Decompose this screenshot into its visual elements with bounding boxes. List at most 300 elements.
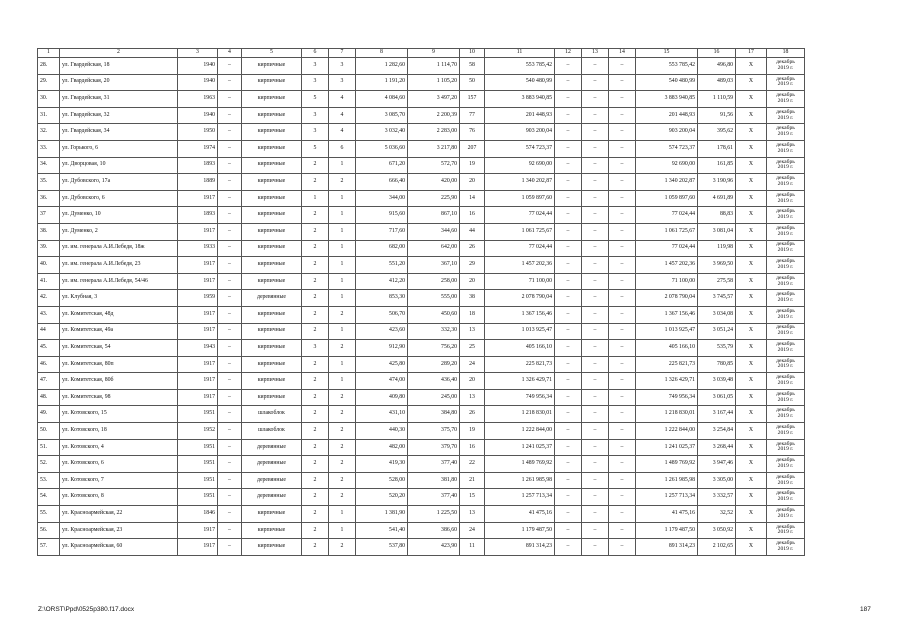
- table-cell: 19: [460, 157, 485, 174]
- table-cell: 49.: [38, 406, 60, 423]
- table-cell: 6: [329, 140, 356, 157]
- table-cell: ул. Котовского, 4: [60, 439, 178, 456]
- table-row: [38, 539, 805, 556]
- table-cell: 88,83: [698, 207, 736, 224]
- table-cell: 2: [302, 439, 329, 456]
- table-cell: 1 013 925,47: [485, 323, 555, 340]
- table-cell: –: [609, 290, 636, 307]
- date-year: 2019 г.: [777, 197, 794, 204]
- date-cell: [767, 539, 805, 556]
- table-cell: 1 241 025,37: [485, 439, 555, 456]
- table-cell: –: [609, 58, 636, 75]
- table-cell: 749 956,34: [636, 389, 698, 406]
- table-cell: кирпичные: [242, 340, 302, 357]
- table-cell: 1 261 985,98: [485, 472, 555, 489]
- table-cell: 53.: [38, 472, 60, 489]
- table-cell: –: [555, 290, 582, 307]
- table-cell: 43.: [38, 306, 60, 323]
- table-cell: 1 218 830,01: [485, 406, 555, 423]
- table-cell: 1 489 769,92: [636, 456, 698, 473]
- table-cell: 1 059 897,60: [636, 190, 698, 207]
- date-year: 2019 г.: [777, 313, 794, 320]
- table-cell: 344,60: [408, 223, 460, 240]
- table-cell: 756,20: [408, 340, 460, 357]
- table-cell: 1 222 844,00: [485, 423, 555, 440]
- table-cell: 1 110,59: [698, 91, 736, 108]
- table-cell: 3 167,44: [698, 406, 736, 423]
- date-year: 2019 г.: [777, 380, 794, 387]
- table-cell: 450,60: [408, 306, 460, 323]
- table-cell: 537,80: [356, 539, 408, 556]
- table-cell: 3: [302, 340, 329, 357]
- table-cell: 377,40: [408, 456, 460, 473]
- table-cell: X: [736, 423, 767, 440]
- table-cell: 3 051,24: [698, 323, 736, 340]
- table-cell: –: [555, 389, 582, 406]
- table-cell: –: [582, 74, 609, 91]
- table-cell: 409,80: [356, 389, 408, 406]
- table-cell: 37: [38, 207, 60, 224]
- table-cell: 1 457 202,36: [636, 257, 698, 274]
- table-cell: кирпичные: [242, 91, 302, 108]
- table-cell: 367,10: [408, 257, 460, 274]
- table-cell: 30.: [38, 91, 60, 108]
- table-cell: 379,70: [408, 439, 460, 456]
- table-cell: кирпичные: [242, 240, 302, 257]
- table-cell: –: [218, 91, 242, 108]
- table-cell: 1: [329, 223, 356, 240]
- date-month: декабрь: [776, 307, 795, 314]
- table-cell: 3 034,08: [698, 306, 736, 323]
- date-year: 2019 г.: [777, 263, 794, 270]
- table-cell: 1: [329, 257, 356, 274]
- date-year: 2019 г.: [777, 180, 794, 187]
- table-cell: –: [218, 140, 242, 157]
- table-row: [38, 240, 805, 257]
- table-cell: кирпичные: [242, 157, 302, 174]
- date-cell: [767, 190, 805, 207]
- date-month: декабрь: [776, 274, 795, 281]
- table-cell: –: [582, 522, 609, 539]
- table-row: [38, 406, 805, 423]
- table-cell: 853,30: [356, 290, 408, 307]
- table-cell: ул. Гвардейская, 31: [60, 91, 178, 108]
- table-cell: ул. Красноармейская, 23: [60, 522, 178, 539]
- table-cell: 3 883 940,85: [636, 91, 698, 108]
- date-cell: [767, 58, 805, 75]
- table-cell: X: [736, 174, 767, 191]
- table-cell: 46.: [38, 356, 60, 373]
- table-cell: 57.: [38, 539, 60, 556]
- table-cell: 1: [329, 506, 356, 523]
- date-month: декабрь: [776, 258, 795, 265]
- table-cell: 1 367 156,46: [485, 306, 555, 323]
- column-header: 17: [736, 49, 767, 58]
- table-cell: 1 222 844,00: [636, 423, 698, 440]
- table-cell: –: [582, 406, 609, 423]
- table-cell: 245,00: [408, 389, 460, 406]
- table-cell: 92 690,00: [485, 157, 555, 174]
- table-cell: 1889: [178, 174, 218, 191]
- column-header: 15: [636, 49, 698, 58]
- table-cell: кирпичные: [242, 306, 302, 323]
- table-cell: 717,60: [356, 223, 408, 240]
- header-row: [38, 49, 805, 58]
- table-cell: деревянные: [242, 439, 302, 456]
- table-cell: ул. Красноармейская, 22: [60, 506, 178, 523]
- table-cell: –: [609, 107, 636, 124]
- table-cell: 867,10: [408, 207, 460, 224]
- table-cell: 15: [460, 489, 485, 506]
- table-cell: 1 489 769,92: [485, 456, 555, 473]
- table-cell: ул. Гвардейская, 32: [60, 107, 178, 124]
- table-cell: 1 013 925,47: [636, 323, 698, 340]
- table-cell: 574 723,37: [636, 140, 698, 157]
- table-cell: 55.: [38, 506, 60, 523]
- table-cell: –: [218, 456, 242, 473]
- table-cell: 16: [460, 439, 485, 456]
- table-cell: 375,70: [408, 423, 460, 440]
- table-cell: –: [218, 472, 242, 489]
- table-cell: деревянные: [242, 456, 302, 473]
- table-cell: 2: [329, 456, 356, 473]
- table-cell: –: [218, 506, 242, 523]
- date-cell: [767, 356, 805, 373]
- date-month: декабрь: [776, 175, 795, 182]
- table-cell: 377,40: [408, 489, 460, 506]
- table-cell: 3 085,70: [356, 107, 408, 124]
- table-cell: 25: [460, 340, 485, 357]
- date-month: декабрь: [776, 108, 795, 115]
- date-month: декабрь: [776, 75, 795, 82]
- table-cell: кирпичные: [242, 389, 302, 406]
- table-cell: –: [555, 207, 582, 224]
- table-cell: –: [582, 456, 609, 473]
- table-cell: –: [609, 124, 636, 141]
- table-cell: –: [609, 190, 636, 207]
- table-cell: 3 039,48: [698, 373, 736, 390]
- table-cell: 540 480,99: [636, 74, 698, 91]
- table-cell: –: [582, 91, 609, 108]
- table-cell: 540 480,99: [485, 74, 555, 91]
- date-month: декабрь: [776, 490, 795, 497]
- table-cell: 1 105,20: [408, 74, 460, 91]
- table-cell: 1 191,20: [356, 74, 408, 91]
- table-cell: 2: [302, 240, 329, 257]
- column-header: 14: [609, 49, 636, 58]
- table-cell: 225,90: [408, 190, 460, 207]
- table-cell: X: [736, 240, 767, 257]
- table-row: [38, 306, 805, 323]
- table-cell: –: [582, 323, 609, 340]
- table-cell: –: [609, 522, 636, 539]
- table-cell: 71 100,00: [636, 273, 698, 290]
- table-cell: –: [218, 74, 242, 91]
- table-cell: ул. Клубная, 3: [60, 290, 178, 307]
- table-cell: 3 268,44: [698, 439, 736, 456]
- date-cell: [767, 273, 805, 290]
- table-cell: –: [218, 539, 242, 556]
- table-cell: 1 241 025,37: [636, 439, 698, 456]
- table-cell: 18: [460, 306, 485, 323]
- table-cell: кирпичные: [242, 207, 302, 224]
- table-cell: –: [218, 207, 242, 224]
- table-cell: ул. им. генерала А.И.Лебедя, 23: [60, 257, 178, 274]
- table-cell: кирпичные: [242, 257, 302, 274]
- table-cell: 34.: [38, 157, 60, 174]
- date-cell: [767, 340, 805, 357]
- footer-page-number: 187: [860, 606, 871, 613]
- date-cell: [767, 140, 805, 157]
- table-cell: 3: [302, 58, 329, 75]
- table-cell: 1917: [178, 273, 218, 290]
- table-cell: –: [582, 356, 609, 373]
- table-cell: –: [609, 439, 636, 456]
- date-year: 2019 г.: [777, 131, 794, 138]
- table-cell: X: [736, 389, 767, 406]
- table-cell: 20: [460, 174, 485, 191]
- table-cell: 38.: [38, 223, 60, 240]
- table-cell: –: [609, 157, 636, 174]
- table-cell: X: [736, 257, 767, 274]
- date-cell: [767, 240, 805, 257]
- table-cell: 2: [329, 174, 356, 191]
- table-cell: 780,85: [698, 356, 736, 373]
- date-cell: [767, 439, 805, 456]
- table-cell: 1: [302, 190, 329, 207]
- document-sheet: [37, 48, 805, 556]
- table-cell: 386,60: [408, 522, 460, 539]
- table-cell: 3: [302, 74, 329, 91]
- table-cell: X: [736, 340, 767, 357]
- date-year: 2019 г.: [777, 330, 794, 337]
- table-cell: 13: [460, 323, 485, 340]
- table-cell: кирпичные: [242, 58, 302, 75]
- table-cell: 1917: [178, 223, 218, 240]
- date-month: декабрь: [776, 390, 795, 397]
- table-cell: кирпичные: [242, 107, 302, 124]
- table-cell: 225 821,73: [636, 356, 698, 373]
- date-cell: [767, 107, 805, 124]
- table-cell: 1: [329, 240, 356, 257]
- table-cell: –: [582, 539, 609, 556]
- data-table: [37, 48, 805, 556]
- date-year: 2019 г.: [777, 529, 794, 536]
- table-cell: 3 497,20: [408, 91, 460, 108]
- table-cell: 77: [460, 107, 485, 124]
- table-cell: –: [555, 539, 582, 556]
- table-cell: 3 883 940,85: [485, 91, 555, 108]
- table-cell: кирпичные: [242, 174, 302, 191]
- table-cell: 1917: [178, 356, 218, 373]
- table-cell: 1933: [178, 240, 218, 257]
- table-row: [38, 356, 805, 373]
- table-cell: ул. им. генерала А.И.Лебедя, 54/46: [60, 273, 178, 290]
- date-cell: [767, 290, 805, 307]
- table-cell: ул. Горького, 6: [60, 140, 178, 157]
- table-cell: 5 036,60: [356, 140, 408, 157]
- table-cell: 528,00: [356, 472, 408, 489]
- table-cell: 682,00: [356, 240, 408, 257]
- table-cell: –: [582, 190, 609, 207]
- table-cell: –: [218, 306, 242, 323]
- table-cell: 1917: [178, 190, 218, 207]
- table-cell: 1: [329, 273, 356, 290]
- table-cell: кирпичные: [242, 506, 302, 523]
- table-cell: 3: [329, 58, 356, 75]
- date-month: декабрь: [776, 324, 795, 331]
- table-cell: ул. Котовского, 8: [60, 489, 178, 506]
- table-cell: 32,52: [698, 506, 736, 523]
- table-cell: 48.: [38, 389, 60, 406]
- table-cell: –: [555, 406, 582, 423]
- table-cell: 482,00: [356, 439, 408, 456]
- table-cell: 1917: [178, 539, 218, 556]
- table-cell: –: [218, 406, 242, 423]
- table-cell: 574 723,37: [485, 140, 555, 157]
- table-cell: ул. Дворцовая, 10: [60, 157, 178, 174]
- date-month: декабрь: [776, 92, 795, 99]
- table-cell: 2: [302, 472, 329, 489]
- table-cell: 77 024,44: [636, 240, 698, 257]
- column-header: 3: [178, 49, 218, 58]
- table-cell: –: [555, 439, 582, 456]
- table-cell: 3: [302, 124, 329, 141]
- table-cell: 1: [329, 157, 356, 174]
- table-cell: 344,00: [356, 190, 408, 207]
- date-cell: [767, 373, 805, 390]
- table-row: [38, 190, 805, 207]
- table-cell: X: [736, 91, 767, 108]
- table-cell: –: [582, 373, 609, 390]
- table-cell: –: [582, 58, 609, 75]
- table-cell: 38: [460, 290, 485, 307]
- table-cell: –: [555, 506, 582, 523]
- table-cell: –: [218, 356, 242, 373]
- table-cell: 572,70: [408, 157, 460, 174]
- table-cell: 54.: [38, 489, 60, 506]
- table-cell: ул. Котовского, 7: [60, 472, 178, 489]
- table-cell: 1940: [178, 58, 218, 75]
- table-cell: 1: [329, 323, 356, 340]
- table-cell: 1917: [178, 306, 218, 323]
- table-cell: –: [582, 140, 609, 157]
- date-year: 2019 г.: [777, 413, 794, 420]
- table-cell: 29.: [38, 74, 60, 91]
- table-cell: 912,90: [356, 340, 408, 357]
- table-cell: 157: [460, 91, 485, 108]
- table-cell: 42.: [38, 290, 60, 307]
- table-cell: –: [609, 306, 636, 323]
- table-row: [38, 389, 805, 406]
- table-cell: 4: [329, 107, 356, 124]
- date-month: декабрь: [776, 424, 795, 430]
- table-cell: 2: [302, 506, 329, 523]
- table-cell: 201 448,93: [636, 107, 698, 124]
- table-cell: –: [609, 373, 636, 390]
- column-header: 2: [60, 49, 178, 58]
- table-cell: –: [555, 140, 582, 157]
- table-row: [38, 207, 805, 224]
- table-cell: ул. Гвардейская, 34: [60, 124, 178, 141]
- table-cell: 24: [460, 356, 485, 373]
- table-row: [38, 472, 805, 489]
- table-cell: 1951: [178, 456, 218, 473]
- date-month: декабрь: [776, 291, 795, 298]
- table-cell: X: [736, 373, 767, 390]
- table-cell: 1 381,90: [356, 506, 408, 523]
- table-cell: 1: [329, 522, 356, 539]
- table-cell: 489,03: [698, 74, 736, 91]
- table-cell: –: [582, 489, 609, 506]
- table-cell: 47.: [38, 373, 60, 390]
- table-cell: –: [582, 439, 609, 456]
- table-cell: –: [609, 240, 636, 257]
- table-cell: –: [218, 389, 242, 406]
- table-row: [38, 174, 805, 191]
- table-cell: 555,00: [408, 290, 460, 307]
- table-cell: 2: [329, 340, 356, 357]
- table-cell: 3 081,04: [698, 223, 736, 240]
- table-row: [38, 58, 805, 75]
- date-month: декабрь: [776, 374, 795, 381]
- table-cell: 20: [460, 273, 485, 290]
- table-cell: 2: [329, 489, 356, 506]
- table-cell: 425,80: [356, 356, 408, 373]
- table-cell: 19: [460, 423, 485, 440]
- table-cell: ул. им. генерала А.И.Лебедя, 18ж: [60, 240, 178, 257]
- table-cell: 903 200,04: [485, 124, 555, 141]
- table-cell: –: [582, 157, 609, 174]
- table-cell: –: [555, 107, 582, 124]
- table-cell: X: [736, 522, 767, 539]
- table-cell: –: [555, 124, 582, 141]
- table-cell: –: [555, 423, 582, 440]
- table-cell: –: [609, 406, 636, 423]
- table-cell: 749 956,34: [485, 389, 555, 406]
- table-cell: 535,79: [698, 340, 736, 357]
- date-month: декабрь: [776, 341, 795, 348]
- table-row: [38, 439, 805, 456]
- table-row: [38, 91, 805, 108]
- date-year: 2019 г.: [777, 496, 794, 503]
- table-row: [38, 489, 805, 506]
- table-cell: 52.: [38, 456, 60, 473]
- table-row: [38, 223, 805, 240]
- date-year: 2019 г.: [777, 363, 794, 370]
- table-cell: шлакоблок: [242, 406, 302, 423]
- table-cell: 1 061 725,67: [485, 223, 555, 240]
- date-year: 2019 г.: [777, 64, 794, 71]
- column-header: 1: [38, 49, 60, 58]
- column-header: 7: [329, 49, 356, 58]
- table-cell: кирпичные: [242, 124, 302, 141]
- table-cell: X: [736, 124, 767, 141]
- table-cell: 1951: [178, 489, 218, 506]
- table-cell: 24: [460, 522, 485, 539]
- table-cell: –: [555, 356, 582, 373]
- column-header: 13: [582, 49, 609, 58]
- date-year: 2019 г.: [777, 446, 794, 453]
- date-month: декабрь: [776, 191, 795, 198]
- date-cell: [767, 306, 805, 323]
- date-month: декабрь: [776, 158, 795, 165]
- table-cell: –: [555, 273, 582, 290]
- table-row: [38, 74, 805, 91]
- table-cell: 2: [302, 406, 329, 423]
- table-cell: 2: [329, 423, 356, 440]
- table-cell: 2 200,39: [408, 107, 460, 124]
